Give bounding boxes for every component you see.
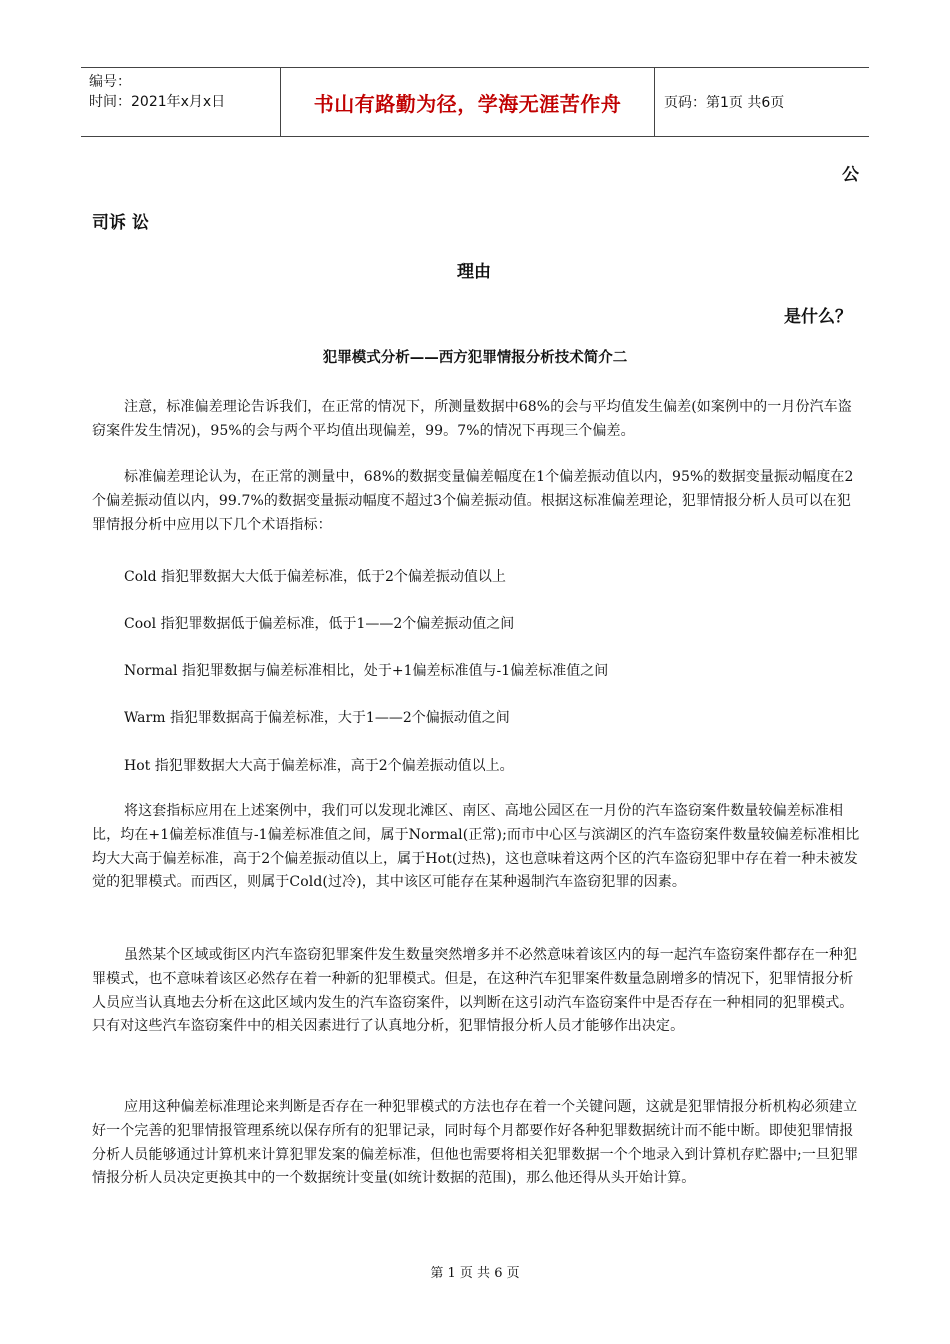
page-header bbox=[81, 67, 869, 137]
paragraph-5: 应用这种偏差标准理论来判断是否存在一种犯罪模式的方法也存在着一个关键问题，这就是犯罪情报分析机构必须建立好一个完善的犯罪情报管理系统以保存所有的犯罪记录，同时每个月都要作好各种犯罪数据统计而不能中断。即使犯罪情报分析人员能够通过计算机来计算犯罪发案的偏差标准，但他也需要将相关犯罪数据一个个地录入到计算机存贮器中;一旦犯罪情报分析人员决定更换其中的一个数据统计变量(如统计数据的范围)，那么他还得从头开始计算。 bbox=[92, 1099, 859, 1187]
term-hot: Hot 指犯罪数据大大高于偏差标准，高于2个偏差振动值以上。 bbox=[124, 758, 514, 774]
term-cool: Cool 指犯罪数据低于偏差标准，低于1——2个偏差振动值之间 bbox=[124, 616, 515, 632]
document-title: 犯罪模式分析——西方犯罪情报分析技术简介二 bbox=[322, 350, 628, 366]
paragraph-1: 注意，标准偏差理论告诉我们，在正常的情况下，所测量数据中68%的会与平均值发生偏差(如案例中的一月份汽车盗窃案件发生情况)，95%的会与两个平均值出现偏差，99。7%的情况下再现三个偏差。 bbox=[92, 399, 852, 439]
document-number-label: 编号： bbox=[89, 74, 131, 90]
paragraph-3: 将这套指标应用在上述案例中，我们可以发现北滩区、南区、高地公园区在一月份的汽车盗窃案件数量较偏差标准相比，均在+1偏差标准值与-1偏差标准值之间，属于Normal(正常);而市中心区与滨湖区的汽车盗窃案件数量较偏差标准相比均大大高于偏差标准，高于2个偏差振动值以上，属于Hot(过热)，这也意味着这两个区的汽车盗窃犯罪中存在着一种未被发觉的犯罪模式。而西区，则属于Cold(过冷)，其中该区可能存在某种遏制汽车盗窃犯罪的因素。 bbox=[92, 803, 860, 891]
header-motto: 书山有路勤为径，学海无涯苦作舟 bbox=[281, 68, 655, 136]
title-fragment-2: 司诉 讼 bbox=[92, 213, 149, 233]
title-fragment-3: 理由 bbox=[457, 262, 491, 282]
title-fragment-1: 公 bbox=[842, 165, 859, 185]
header-page-info: 页码：第1页 共6页 bbox=[664, 95, 785, 111]
page-footer: 第 1 页 共 6 页 bbox=[430, 1266, 520, 1281]
document-time-label: 时间：2021年x月x日 bbox=[89, 94, 226, 110]
term-normal: Normal 指犯罪数据与偏差标准相比，处于+1偏差标准值与-1偏差标准值之间 bbox=[124, 663, 609, 679]
term-warm: Warm 指犯罪数据高于偏差标准，大于1——2个偏振动值之间 bbox=[124, 710, 510, 726]
header-meta bbox=[81, 68, 281, 136]
paragraph-4: 虽然某个区域或街区内汽车盗窃犯罪案件发生数量突然增多并不必然意味着该区内的每一起汽车盗窃案件都存在一种犯罪模式，也不意味着该区必然存在着一种新的犯罪模式。但是，在这种汽车犯罪案件数量急剧增多的情况下，犯罪情报分析人员应当认真地去分析在这此区域内发生的汽车盗窃案件，以判断在这引动汽车盗窃案件中是否存在一种相同的犯罪模式。只有对这些汽车盗窃案件中的相关因素进行了认真地分析，犯罪情报分析人员才能够作出决定。 bbox=[92, 947, 858, 1035]
term-cold: Cold 指犯罪数据大大低于偏差标准，低于2个偏差振动值以上 bbox=[124, 569, 506, 585]
paragraph-2: 标准偏差理论认为，在正常的测量中，68%的数据变量偏差幅度在1个偏差振动值以内，95%的数据变量振动幅度在2个偏差振动值以内，99.7%的数据变量振动幅度不超过3个偏差振动值。根据这标准偏差理论，犯罪情报分析人员可以在犯罪情报分析中应用以下几个术语指标： bbox=[92, 469, 854, 533]
title-fragment-4: 是什么？ bbox=[784, 307, 852, 327]
